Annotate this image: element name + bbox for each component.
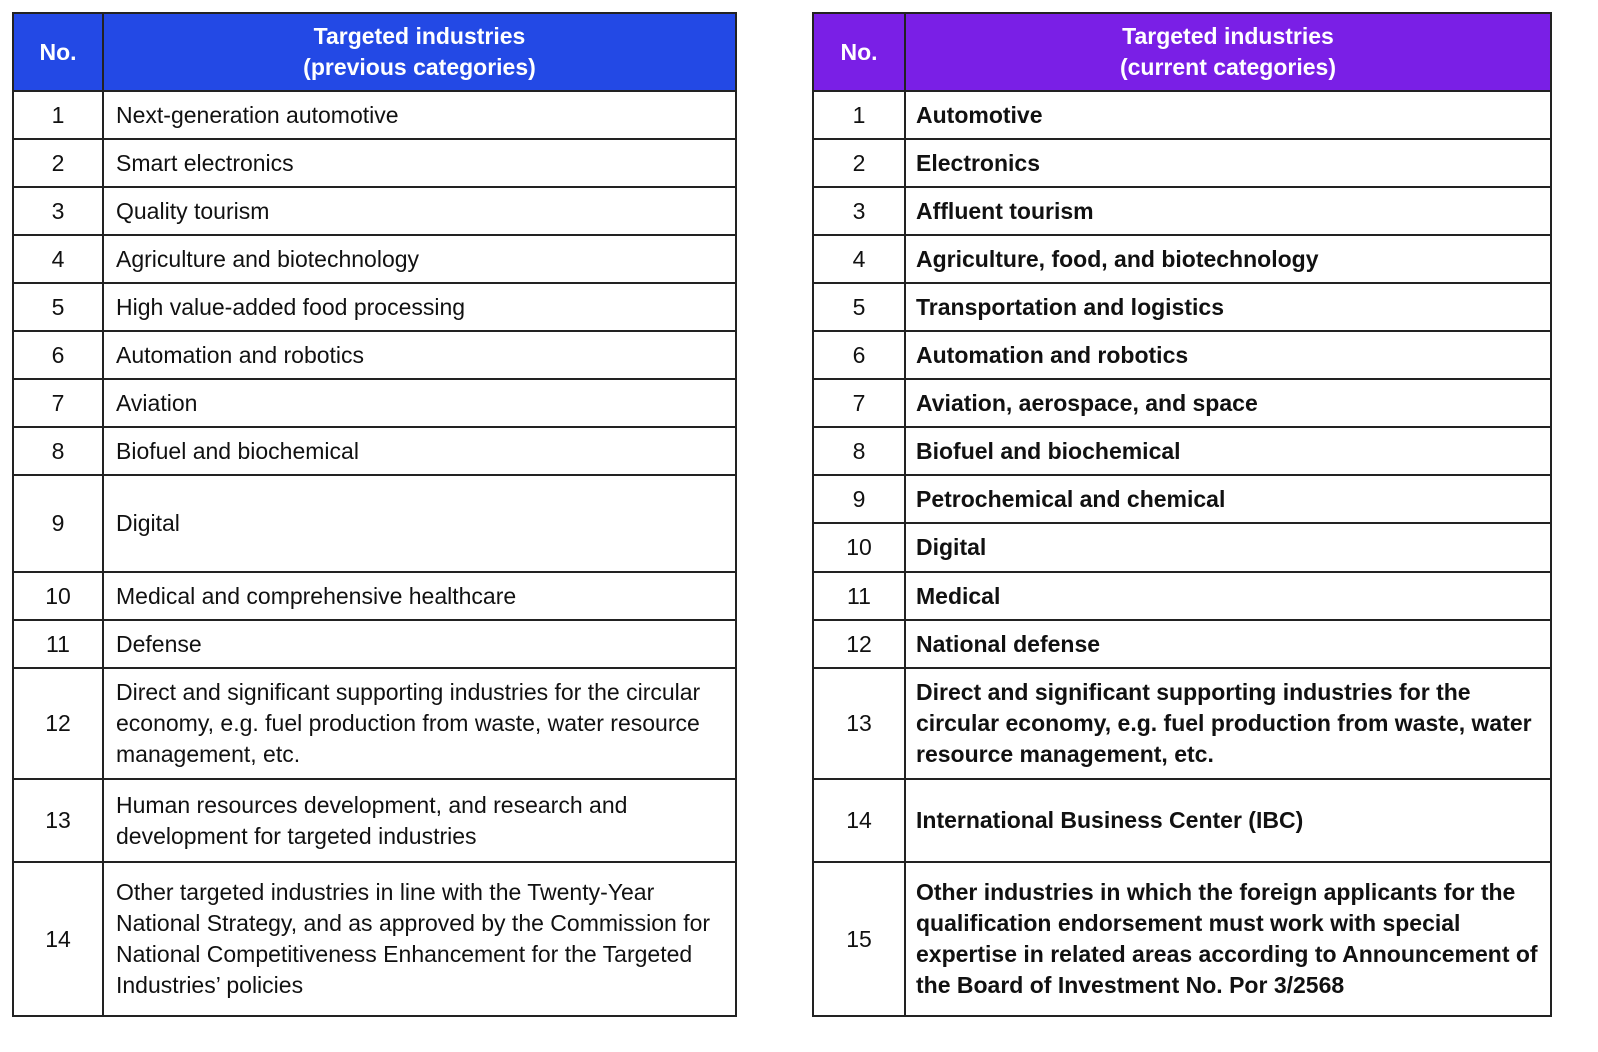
table-row xyxy=(813,139,1551,187)
table-row xyxy=(813,620,1551,668)
industry-name: Medical and comprehensive healthcare xyxy=(103,572,736,620)
table-row xyxy=(813,331,1551,379)
row-number: 12 xyxy=(13,668,103,779)
row-number: 1 xyxy=(13,91,103,139)
row-number: 1 xyxy=(813,91,905,139)
row-number: 9 xyxy=(13,475,103,572)
header-title-line1: Targeted industries xyxy=(313,23,526,49)
table-row xyxy=(13,427,736,475)
row-number: 13 xyxy=(13,779,103,862)
industry-name: Direct and significant supporting industries for the circular economy, e.g. fuel production from waste, water resource management, etc. xyxy=(905,668,1551,779)
industry-name: Other industries in which the foreign applicants for the qualification endorsement must work with special expertise in related areas according to Announcement of the Board of Investment No. Por 3/2568 xyxy=(905,862,1551,1016)
row-number: 14 xyxy=(813,779,905,862)
row-number: 4 xyxy=(13,235,103,283)
table-row xyxy=(13,572,736,620)
table-header-row xyxy=(813,13,1551,91)
table-row xyxy=(13,91,736,139)
industry-name: Aviation, aerospace, and space xyxy=(905,379,1551,427)
table-row xyxy=(13,235,736,283)
row-number: 4 xyxy=(813,235,905,283)
row-number: 8 xyxy=(13,427,103,475)
header-title xyxy=(905,13,1551,91)
previous-categories-table xyxy=(12,12,737,1017)
industry-name: Biofuel and biochemical xyxy=(905,427,1551,475)
industry-name: Petrochemical and chemical xyxy=(905,475,1551,523)
row-number: 3 xyxy=(13,187,103,235)
industry-name: International Business Center (IBC) xyxy=(905,779,1551,862)
table-row xyxy=(813,427,1551,475)
header-no: No. xyxy=(13,13,103,91)
industry-name: Digital xyxy=(905,523,1551,572)
table-row xyxy=(813,91,1551,139)
header-title-line2: (previous categories) xyxy=(303,54,536,80)
industry-name: Quality tourism xyxy=(103,187,736,235)
table-row xyxy=(13,862,736,1016)
industry-name: Direct and significant supporting industries for the circular economy, e.g. fuel production from waste, water resource management, etc. xyxy=(103,668,736,779)
table-row xyxy=(13,668,736,779)
industry-name: Automotive xyxy=(905,91,1551,139)
row-number: 2 xyxy=(13,139,103,187)
row-number: 5 xyxy=(813,283,905,331)
industry-name: Automation and robotics xyxy=(103,331,736,379)
industry-name: Agriculture, food, and biotechnology xyxy=(905,235,1551,283)
industry-name: Next-generation automotive xyxy=(103,91,736,139)
industry-name: Medical xyxy=(905,572,1551,620)
table-row xyxy=(813,475,1551,523)
industry-name: Human resources development, and research and development for targeted industries xyxy=(103,779,736,862)
table-row xyxy=(13,475,736,572)
industry-name: Defense xyxy=(103,620,736,668)
row-number: 5 xyxy=(13,283,103,331)
row-number: 7 xyxy=(813,379,905,427)
table-row xyxy=(813,523,1551,572)
table-row xyxy=(13,139,736,187)
table-row xyxy=(813,862,1551,1016)
row-number: 14 xyxy=(13,862,103,1016)
row-number: 2 xyxy=(813,139,905,187)
industry-name: Automation and robotics xyxy=(905,331,1551,379)
row-number: 11 xyxy=(13,620,103,668)
table-row xyxy=(813,572,1551,620)
industry-name: Transportation and logistics xyxy=(905,283,1551,331)
table-row xyxy=(13,379,736,427)
industry-name: National defense xyxy=(905,620,1551,668)
row-number: 7 xyxy=(13,379,103,427)
table-row xyxy=(813,235,1551,283)
industry-name: Aviation xyxy=(103,379,736,427)
industry-name: Smart electronics xyxy=(103,139,736,187)
industry-name: Digital xyxy=(103,475,736,572)
industry-name: High value-added food processing xyxy=(103,283,736,331)
table-row xyxy=(813,379,1551,427)
row-number: 6 xyxy=(813,331,905,379)
table-row xyxy=(13,283,736,331)
row-number: 15 xyxy=(813,862,905,1016)
row-number: 6 xyxy=(13,331,103,379)
table-row xyxy=(813,779,1551,862)
industry-name: Electronics xyxy=(905,139,1551,187)
table-row xyxy=(13,779,736,862)
row-number: 12 xyxy=(813,620,905,668)
header-title-line2: (current categories) xyxy=(1119,54,1336,80)
row-number: 3 xyxy=(813,187,905,235)
row-number: 10 xyxy=(13,572,103,620)
table-row xyxy=(813,283,1551,331)
industry-name: Affluent tourism xyxy=(905,187,1551,235)
header-no: No. xyxy=(813,13,905,91)
current-categories-table xyxy=(812,12,1552,1017)
row-number: 11 xyxy=(813,572,905,620)
table-header-row xyxy=(13,13,736,91)
header-title xyxy=(103,13,736,91)
row-number: 9 xyxy=(813,475,905,523)
table-row xyxy=(813,668,1551,779)
table-row xyxy=(13,331,736,379)
industry-name: Biofuel and biochemical xyxy=(103,427,736,475)
table-row xyxy=(13,187,736,235)
header-title-line1: Targeted industries xyxy=(1122,23,1334,49)
row-number: 8 xyxy=(813,427,905,475)
industry-name: Other targeted industries in line with the Twenty-Year National Strategy, and as approved by the Commission for National Competitiveness Enhancement for the Targeted Industries’ policies xyxy=(103,862,736,1016)
table-row xyxy=(13,620,736,668)
industry-name: Agriculture and biotechnology xyxy=(103,235,736,283)
table-row xyxy=(813,187,1551,235)
row-number: 13 xyxy=(813,668,905,779)
row-number: 10 xyxy=(813,523,905,572)
